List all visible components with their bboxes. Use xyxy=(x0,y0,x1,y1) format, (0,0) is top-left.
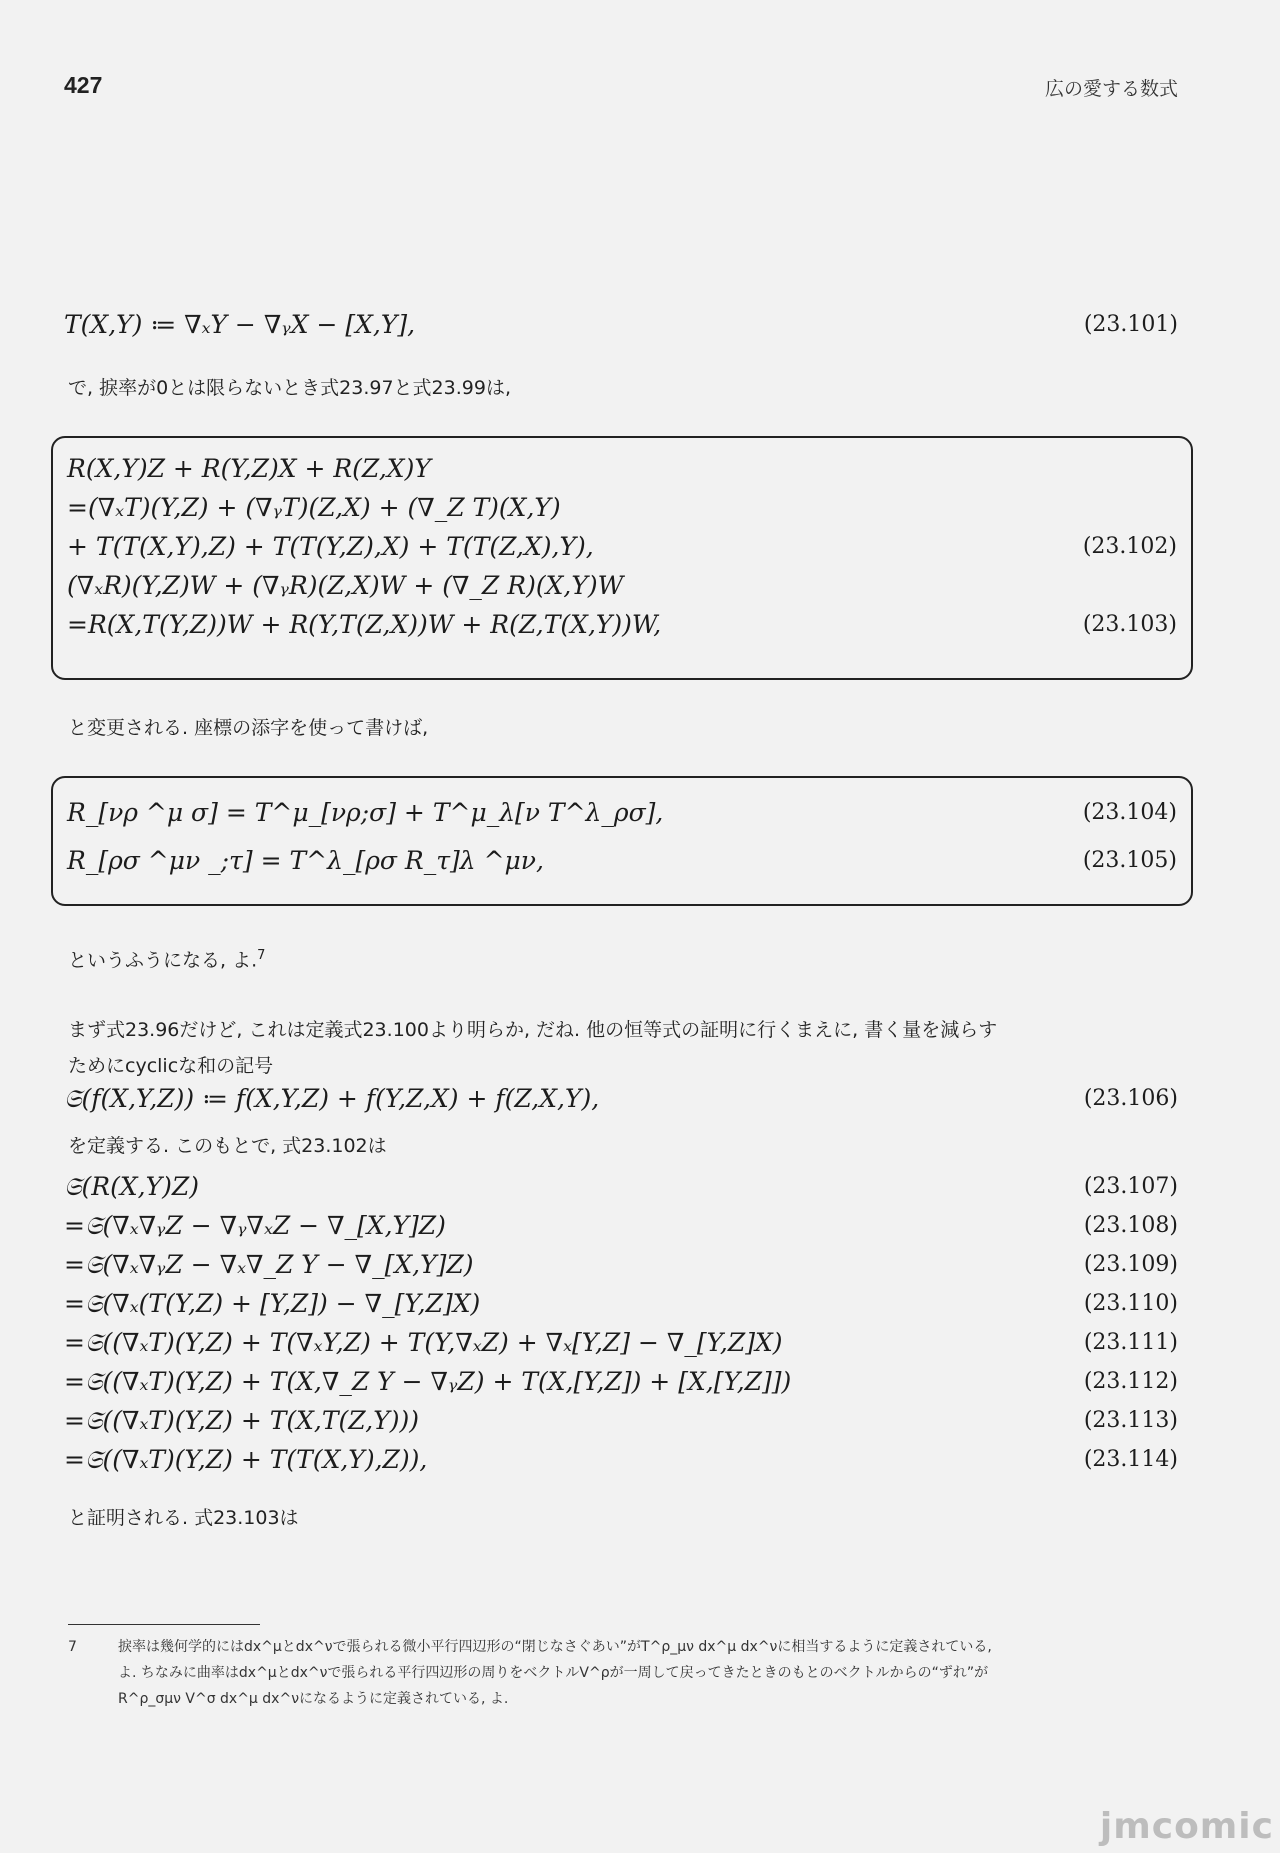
chain-line-1: 𝔖(R(X,Y)Z) xyxy=(64,1172,200,1201)
equation-math: T(X,Y) ≔ ∇ₓY − ∇ᵧX − [X,Y], xyxy=(64,310,416,339)
paragraph-4: まず式23.96だけど, これは定義式23.100より明らか, だね. 他の恒等式の証明に行くまえに, 書く量を減らすためにcyclicな和の記号 xyxy=(68,1019,998,1077)
chain-line-7: =𝔖((∇ₓT)(Y,Z) + T(X,T(Z,Y))) xyxy=(64,1406,419,1435)
chain-number-2: (23.108) xyxy=(1083,1213,1178,1238)
chain-line-8: =𝔖((∇ₓT)(Y,Z) + T(T(X,Y),Z)), xyxy=(64,1445,428,1474)
footnote-number: 7 xyxy=(68,1639,77,1655)
chain-line-6: =𝔖((∇ₓT)(Y,Z) + T(X,∇_Z Y − ∇ᵧZ) + T(X,[Y,Z]) + [X,[Y,Z]]) xyxy=(64,1367,792,1396)
chain-number-7: (23.113) xyxy=(1083,1408,1178,1433)
footnote-text: 捩率は幾何学的にはdx^μとdx^νで張られる微小平行四辺形の“閉じなさぐあい”がT^ρ_μν dx^μ dx^νに相当するように定義されている, よ. ちなみに曲率はdx^μとdx^νで張られる平行四辺形の周りをベクトルV^ρが一周して戻ってきたときのもとのベクトルからの“ずれ”がR^ρ_σμν V^σ dx^μ dx^νになるように定義されている, よ. xyxy=(118,1639,992,1707)
box1-number-3: (23.102) xyxy=(1082,534,1177,559)
chain-line-2: =𝔖(∇ₓ∇ᵧZ − ∇ᵧ∇ₓZ − ∇_[X,Y]Z) xyxy=(64,1211,446,1240)
chain-number-4: (23.110) xyxy=(1083,1291,1178,1316)
chain-line-5: =𝔖((∇ₓT)(Y,Z) + T(∇ₓY,Z) + T(Y,∇ₓZ) + ∇ₓ[Y,Z] − ∇_[Y,Z]X) xyxy=(64,1328,783,1357)
paragraph-6: と証明される. 式23.103は xyxy=(68,1507,299,1529)
chain-line-3: =𝔖(∇ₓ∇ᵧZ − ∇ₓ∇_Z Y − ∇_[X,Y]Z) xyxy=(64,1250,474,1279)
box2-number-2: (23.105) xyxy=(1082,848,1177,873)
page-number: 427 xyxy=(64,72,103,98)
equation-chain xyxy=(64,1172,1178,1484)
box2-line-2: R_[ρσ ^μν _;τ] = T^λ_[ρσ R_τ]λ ^μν, xyxy=(67,846,544,875)
paragraph-3 xyxy=(68,938,1008,978)
chain-number-1: (23.107) xyxy=(1083,1174,1178,1199)
box1-number-5: (23.103) xyxy=(1082,612,1177,637)
box1-line-1: R(X,Y)Z + R(Y,Z)X + R(Z,X)Y xyxy=(67,454,431,483)
watermark: jmcomic xyxy=(1099,1806,1274,1847)
chain-line-4: =𝔖(∇ₓ(T(Y,Z) + [Y,Z]) − ∇_[Y,Z]X) xyxy=(64,1289,481,1318)
footnote-marker: 7 xyxy=(257,948,266,963)
equation-math: 𝔖(f(X,Y,Z)) ≔ f(X,Y,Z) + f(Y,Z,X) + f(Z,X,Y), xyxy=(64,1084,600,1113)
chain-number-5: (23.111) xyxy=(1083,1330,1178,1355)
box1-line-2: =(∇ₓT)(Y,Z) + (∇ᵧT)(Z,X) + (∇_Z T)(X,Y) xyxy=(67,493,561,522)
equation-number: (23.106) xyxy=(1083,1086,1178,1111)
equation-23-101 xyxy=(64,310,1178,349)
box2-number-1: (23.104) xyxy=(1082,800,1177,825)
paragraph-1: で, 捩率が0とは限らないとき式23.97と式23.99は, xyxy=(68,377,511,399)
boxed-equations-1 xyxy=(51,436,1193,680)
equation-number: (23.101) xyxy=(1083,312,1178,337)
box1-line-4: (∇ₓR)(Y,Z)W + (∇ᵧR)(Z,X)W + (∇_Z R)(X,Y)W xyxy=(67,571,624,600)
chain-number-8: (23.114) xyxy=(1083,1447,1178,1472)
chain-number-3: (23.109) xyxy=(1083,1252,1178,1277)
equation-23-106 xyxy=(64,1084,1178,1123)
box2-line-1: R_[νρ ^μ σ] = T^μ_[νρ;σ] + T^μ_λ[ν T^λ_ρσ], xyxy=(67,798,664,827)
paragraph-2: と変更される. 座標の添字を使って書けば, xyxy=(68,717,429,739)
chain-number-6: (23.112) xyxy=(1083,1369,1178,1394)
running-title: 広の愛する数式 xyxy=(1044,78,1178,100)
box1-line-3: + T(T(X,Y),Z) + T(T(Y,Z),X) + T(T(Z,X),Y), xyxy=(67,532,594,561)
paragraph-3-text: というふうになる, よ. xyxy=(68,949,258,972)
boxed-equations-2 xyxy=(51,776,1193,906)
footnote-rule xyxy=(68,1624,260,1625)
paragraph-5: を定義する. このもとで, 式23.102は xyxy=(68,1135,387,1157)
box1-line-5: =R(X,T(Y,Z))W + R(Y,T(Z,X))W + R(Z,T(X,Y))W, xyxy=(67,610,662,639)
